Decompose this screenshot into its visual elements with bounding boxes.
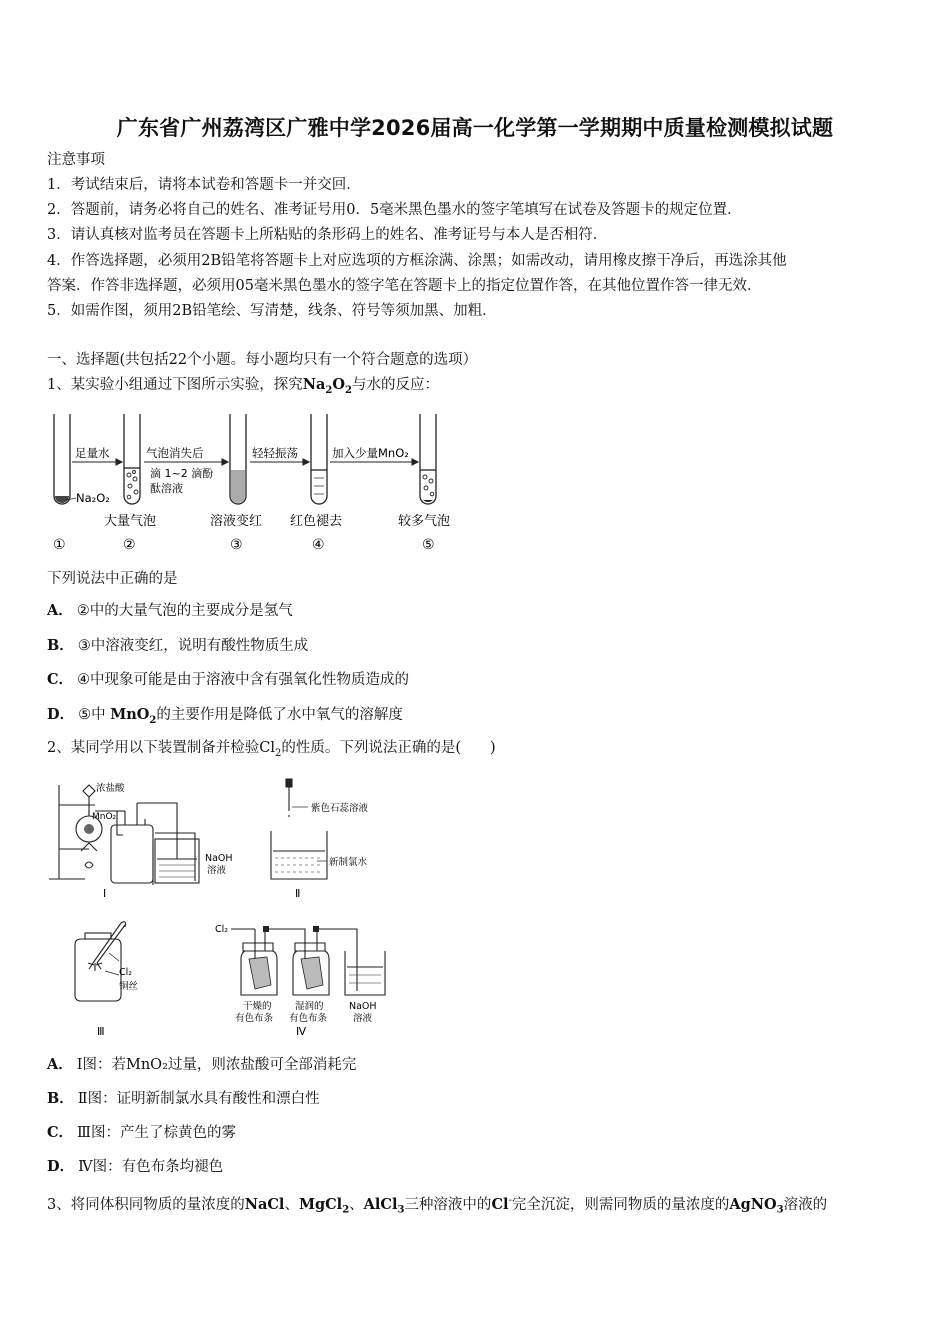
tube-number-4: ④: [312, 537, 325, 553]
label-naoh-2: NaOH: [349, 1001, 377, 1012]
q2-option-b-letter: B．: [47, 1090, 74, 1107]
q3-formula-nacl: NaCl: [244, 1195, 285, 1213]
section-heading: 一、选择题(共包括22个小题。每小题均只有一个符合题意的选项）: [47, 352, 478, 368]
q2-option-b-text: Ⅱ图：证明新制氯水具有酸性和漂白性: [77, 1091, 320, 1107]
arrow-label-2: 气泡消失后: [146, 446, 204, 460]
tube-number-1: ①: [53, 537, 66, 553]
q3-formula-alcl: AlCl: [363, 1195, 398, 1213]
q2-stem-suffix: 的性质。下列说法正确的是( ): [281, 740, 496, 756]
tube-caption-4: 红色褪去: [290, 514, 343, 529]
q3-text-4: 溶液的: [783, 1196, 828, 1213]
notes-heading: 注意事项: [47, 152, 105, 168]
tube-3-liquid: [231, 470, 245, 503]
label-wet: 湿润的: [295, 1001, 324, 1012]
q2-stem: [47, 738, 496, 764]
arrow-sublabel-1: 滴 1~2 滴酚: [150, 467, 214, 480]
q3-text-3: 完全沉淀，则需同物质的量浓度的: [511, 1196, 730, 1213]
apparatus-II: [271, 779, 327, 879]
tube-4: [311, 414, 327, 504]
label-solution-1: 溶液: [207, 865, 227, 876]
q1-option-b[interactable]: [47, 636, 308, 656]
arrow-label-4: 加入少量MnO₂: [332, 446, 409, 460]
arrow-sublabel-2: 酞溶液: [150, 482, 183, 495]
q2-option-a[interactable]: [47, 1055, 356, 1075]
q1-option-d-sub: 2: [149, 714, 157, 726]
q1-option-b-text: ③中溶液变红，说明有酸性物质生成: [77, 638, 309, 654]
q3-text-2: 三种溶液中的: [404, 1196, 492, 1213]
tube-1: [54, 414, 70, 504]
label-naoh-1: NaOH: [205, 853, 233, 864]
q2-option-b[interactable]: [47, 1089, 320, 1109]
q1-formula-o: O: [332, 376, 345, 393]
note-item-2: 2．答题前，请务必将自己的姓名、准考证号用0．5毫米黑色墨水的签字笔填写在试卷及答题卡的规定位置．: [47, 202, 742, 218]
label-dry: 干燥的: [243, 1001, 272, 1012]
q2-stem-prefix: 2、某同学用以下装置制备并检验Cl: [47, 740, 275, 756]
q3-sub-al: 3: [397, 1204, 405, 1216]
tube-number-2: ②: [123, 537, 136, 553]
page-title: 广东省广州荔湾区广雅中学2026届高一化学第一学期期中质量检测模拟试题: [116, 116, 834, 140]
q1-stem-suffix: 与水的反应：: [351, 377, 439, 393]
apparatus-III: [75, 922, 126, 1001]
note-item-3: 3．请认真核对监考员在答题卡上所粘贴的条形码上的姓名、准考证号与本人是否相符．: [47, 227, 608, 243]
arrow-label-1: 足量水: [75, 446, 110, 460]
q1-option-c-letter: C．: [47, 671, 74, 688]
q1-option-d[interactable]: [47, 705, 403, 731]
q1-figure: [40, 408, 480, 558]
q1-prompt: 下列说法中正确的是: [47, 571, 178, 587]
label-mno2: MnO₂: [92, 812, 117, 822]
q3-stem: [47, 1191, 827, 1221]
q1-formula-na: Na: [302, 376, 326, 393]
q3-formula-agno: AgNO: [729, 1195, 777, 1213]
q3-sep-2: 、: [349, 1196, 364, 1213]
label-fig-II: Ⅱ: [295, 887, 301, 900]
q1-stem: [47, 375, 439, 401]
q1-formula-sub1: 2: [325, 384, 333, 396]
arrow-label-3: 轻轻振荡: [252, 446, 298, 460]
q1-option-c-text: ④中现象可能是由于溶液中含有强氧化性物质造成的: [77, 672, 410, 688]
q1-option-d-formula: MnO: [110, 706, 150, 723]
note-item-4: 4．作答选择题，必须用2B铅笔将答题卡上对应选项的方框涂满、涂黑；如需改动，请用橡皮擦干净后，再选涂其他: [47, 253, 787, 269]
note-item-4-cont: 答案．作答非选择题，必须用05毫米黑色墨水的签字笔在答题卡上的指定位置作答，在其他位置作答一律无效．: [47, 278, 762, 294]
label-solution-2: 溶液: [353, 1013, 373, 1024]
q2-stem-sub: 2: [274, 747, 282, 759]
q1-option-a[interactable]: [47, 601, 293, 621]
label-cl2-IV: Cl₂: [215, 924, 229, 935]
note-item-5: 5．如需作图，须用2B铅笔绘、写清楚，线条、符号等须加黑、加粗．: [47, 303, 497, 319]
q1-option-b-letter: B．: [47, 637, 74, 654]
q2-option-d-text: Ⅳ图：有色布条均褪色: [78, 1159, 224, 1175]
q3-sub-ag: 3: [776, 1204, 784, 1216]
label-fig-I: Ⅰ: [103, 887, 107, 900]
q3-formula-cl: Cl: [491, 1195, 509, 1213]
q1-option-c[interactable]: [47, 670, 409, 690]
q3-sep-1: 、: [284, 1196, 299, 1213]
tube-caption-5: 较多气泡: [398, 514, 451, 529]
q3-sup-cl: -: [508, 1195, 512, 1206]
tube-2-bubbles: [127, 471, 138, 499]
apparatus-I: [49, 785, 199, 885]
label-copper-wire: 铜丝: [119, 981, 139, 992]
q1-option-a-letter: A．: [47, 602, 73, 619]
q2-option-c-text: Ⅲ图：产生了棕黄色的雾: [77, 1125, 237, 1141]
q1-formula-sub2: 2: [345, 384, 352, 396]
q3-formula-mgcl: MgCl: [298, 1195, 343, 1213]
q1-option-a-text: ②中的大量气泡的主要成分是氢气: [76, 603, 293, 619]
q2-figure: [45, 775, 390, 1045]
tube-caption-3: 溶液变红: [210, 514, 263, 529]
label-fig-III: Ⅲ: [97, 1025, 105, 1038]
label-litmus: 紫色石蕊溶液: [311, 803, 369, 814]
tube-5-bubbles: [423, 475, 434, 496]
q2-option-a-text: Ⅰ图：若MnO₂过量，则浓盐酸可全部消耗完: [76, 1057, 357, 1073]
q2-option-d-letter: D．: [47, 1158, 75, 1175]
reagent-label: Na₂O₂: [76, 491, 110, 505]
label-fig-IV: Ⅳ: [296, 1025, 307, 1038]
q1-stem-prefix: 1、某实验小组通过下图所示实验，探究: [47, 377, 303, 393]
label-cloth-1: 有色布条: [235, 1013, 274, 1024]
tube-5: [420, 414, 436, 504]
q3-sub-mg: 2: [342, 1204, 350, 1216]
q1-option-d-letter: D．: [47, 706, 75, 723]
tube-caption-2: 大量气泡: [104, 514, 157, 529]
q1-option-d-text-before: ⑤中: [78, 707, 111, 723]
label-conc-hcl: 浓盐酸: [96, 783, 125, 794]
q3-text-1: 3、将同体积同物质的量浓度的: [47, 1196, 245, 1213]
note-item-1: 1．考试结束后，请将本试卷和答题卡一并交回．: [47, 177, 361, 193]
q2-option-a-letter: A．: [47, 1056, 73, 1073]
label-cl2-III: Cl₂: [119, 967, 133, 978]
q2-option-c[interactable]: [47, 1123, 236, 1143]
tube-number-3: ③: [230, 537, 243, 553]
tube-number-5: ⑤: [422, 537, 435, 553]
label-cloth-2: 有色布条: [289, 1013, 328, 1024]
q1-option-d-text-after: 的主要作用是降低了水中氧气的溶解度: [156, 707, 403, 723]
q2-option-d[interactable]: [47, 1157, 223, 1177]
q2-option-c-letter: C．: [47, 1124, 74, 1141]
label-chlorine-water: 新制氯水: [329, 857, 368, 868]
